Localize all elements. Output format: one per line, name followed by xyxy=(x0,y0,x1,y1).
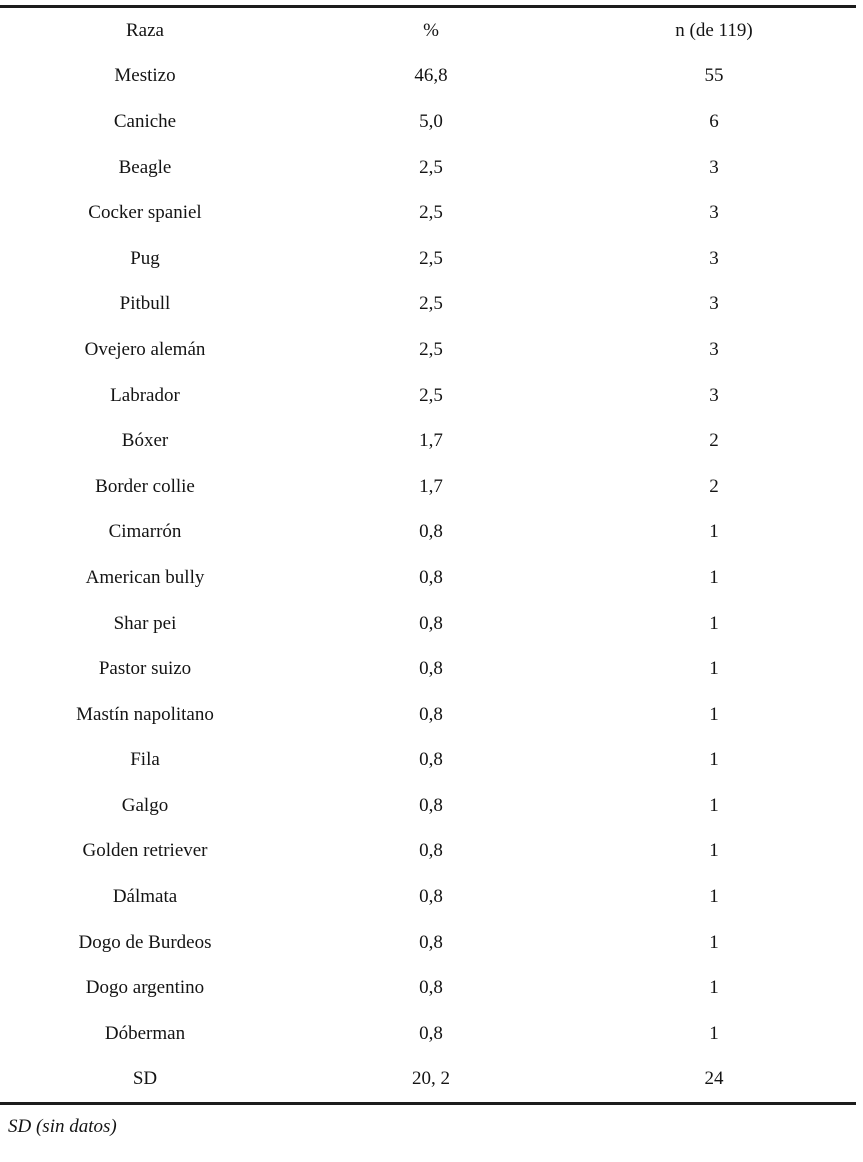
cell-raza: Border collie xyxy=(95,475,195,497)
breed-frequency-table xyxy=(0,5,856,1105)
cell-n: 1 xyxy=(709,794,719,816)
table-row xyxy=(0,920,856,966)
table-row xyxy=(0,965,856,1011)
cell-raza: Dogo argentino xyxy=(85,977,205,999)
cell-raza: Caniche xyxy=(113,110,177,132)
table-row xyxy=(0,783,856,829)
cell-n: 3 xyxy=(709,156,719,178)
cell-n: 1 xyxy=(709,521,719,543)
table-row xyxy=(0,418,856,464)
cell-raza: Cimarrón xyxy=(108,521,182,543)
cell-n: 3 xyxy=(709,202,719,224)
table-row xyxy=(0,1011,856,1057)
cell-raza: American bully xyxy=(85,566,205,588)
cell-n: 2 xyxy=(709,475,719,497)
cell-percent: 2,5 xyxy=(419,384,443,406)
cell-percent: 5,0 xyxy=(419,110,443,132)
cell-n: 3 xyxy=(709,293,719,315)
cell-percent: 2,5 xyxy=(419,247,443,269)
cell-percent: 0,8 xyxy=(419,931,443,953)
cell-raza: Mastín napolitano xyxy=(76,703,214,725)
cell-raza: Pitbull xyxy=(119,293,171,315)
column-header-raza: Raza xyxy=(126,19,164,41)
table-row xyxy=(0,510,856,556)
table-body xyxy=(0,54,856,1104)
cell-n: 1 xyxy=(709,566,719,588)
table-footnote: SD (sin datos) xyxy=(8,1116,117,1138)
cell-percent: 1,7 xyxy=(419,475,443,497)
cell-n: 55 xyxy=(704,65,724,87)
cell-percent: 0,8 xyxy=(419,521,443,543)
table-row xyxy=(0,738,856,784)
cell-n: 1 xyxy=(709,931,719,953)
header-row xyxy=(0,7,856,54)
column-header-n: n (de 119) xyxy=(675,19,753,41)
cell-n: 1 xyxy=(709,886,719,908)
cell-n: 1 xyxy=(709,612,719,634)
cell-percent: 2,5 xyxy=(419,338,443,360)
cell-raza: Dogo de Burdeos xyxy=(78,931,212,953)
cell-percent: 0,8 xyxy=(419,703,443,725)
cell-percent: 1,7 xyxy=(419,430,443,452)
table-row xyxy=(0,236,856,282)
cell-raza: Beagle xyxy=(118,156,172,178)
cell-n: 1 xyxy=(709,977,719,999)
table-row xyxy=(0,555,856,601)
cell-percent: 0,8 xyxy=(419,749,443,771)
cell-n: 1 xyxy=(709,840,719,862)
table-row xyxy=(0,829,856,875)
cell-percent: 0,8 xyxy=(419,658,443,680)
cell-percent: 2,5 xyxy=(419,156,443,178)
table-row xyxy=(0,1057,856,1104)
cell-raza: Galgo xyxy=(121,794,169,816)
cell-percent: 2,5 xyxy=(419,202,443,224)
cell-percent: 0,8 xyxy=(419,840,443,862)
cell-n: 24 xyxy=(704,1068,724,1090)
cell-raza: Mestizo xyxy=(114,65,176,87)
cell-n: 3 xyxy=(709,338,719,360)
table-row xyxy=(0,145,856,191)
cell-percent: 2,5 xyxy=(419,293,443,315)
cell-raza: Dóberman xyxy=(104,1022,186,1044)
table-row xyxy=(0,464,856,510)
cell-raza: SD xyxy=(132,1068,158,1090)
cell-raza: Labrador xyxy=(110,384,180,406)
table-row xyxy=(0,601,856,647)
table-row xyxy=(0,373,856,419)
table-row xyxy=(0,282,856,328)
cell-raza: Bóxer xyxy=(121,430,169,452)
table-row xyxy=(0,646,856,692)
cell-percent: 0,8 xyxy=(419,1022,443,1044)
cell-percent: 0,8 xyxy=(419,566,443,588)
cell-n: 1 xyxy=(709,1022,719,1044)
cell-raza: Golden retriever xyxy=(82,840,208,862)
table-row xyxy=(0,874,856,920)
cell-percent: 0,8 xyxy=(419,977,443,999)
cell-raza: Ovejero alemán xyxy=(84,338,206,360)
cell-raza: Pastor suizo xyxy=(98,658,192,680)
cell-percent: 46,8 xyxy=(414,65,448,87)
cell-n: 2 xyxy=(709,430,719,452)
table-row xyxy=(0,327,856,373)
table-header xyxy=(0,7,856,54)
cell-n: 3 xyxy=(709,384,719,406)
cell-n: 1 xyxy=(709,658,719,680)
cell-raza: Fila xyxy=(130,749,160,771)
table-row xyxy=(0,54,856,100)
cell-percent: 0,8 xyxy=(419,886,443,908)
cell-n: 1 xyxy=(709,703,719,725)
column-header-percent: % xyxy=(423,19,439,41)
cell-raza: Pug xyxy=(130,247,160,269)
cell-raza: Shar pei xyxy=(113,612,177,634)
table-row xyxy=(0,190,856,236)
cell-raza: Dálmata xyxy=(112,886,178,908)
cell-percent: 20, 2 xyxy=(412,1068,450,1090)
cell-raza: Cocker spaniel xyxy=(88,202,202,224)
table-row xyxy=(0,692,856,738)
cell-n: 6 xyxy=(709,110,719,132)
cell-n: 3 xyxy=(709,247,719,269)
table-row xyxy=(0,99,856,145)
cell-percent: 0,8 xyxy=(419,794,443,816)
cell-n: 1 xyxy=(709,749,719,771)
cell-percent: 0,8 xyxy=(419,612,443,634)
